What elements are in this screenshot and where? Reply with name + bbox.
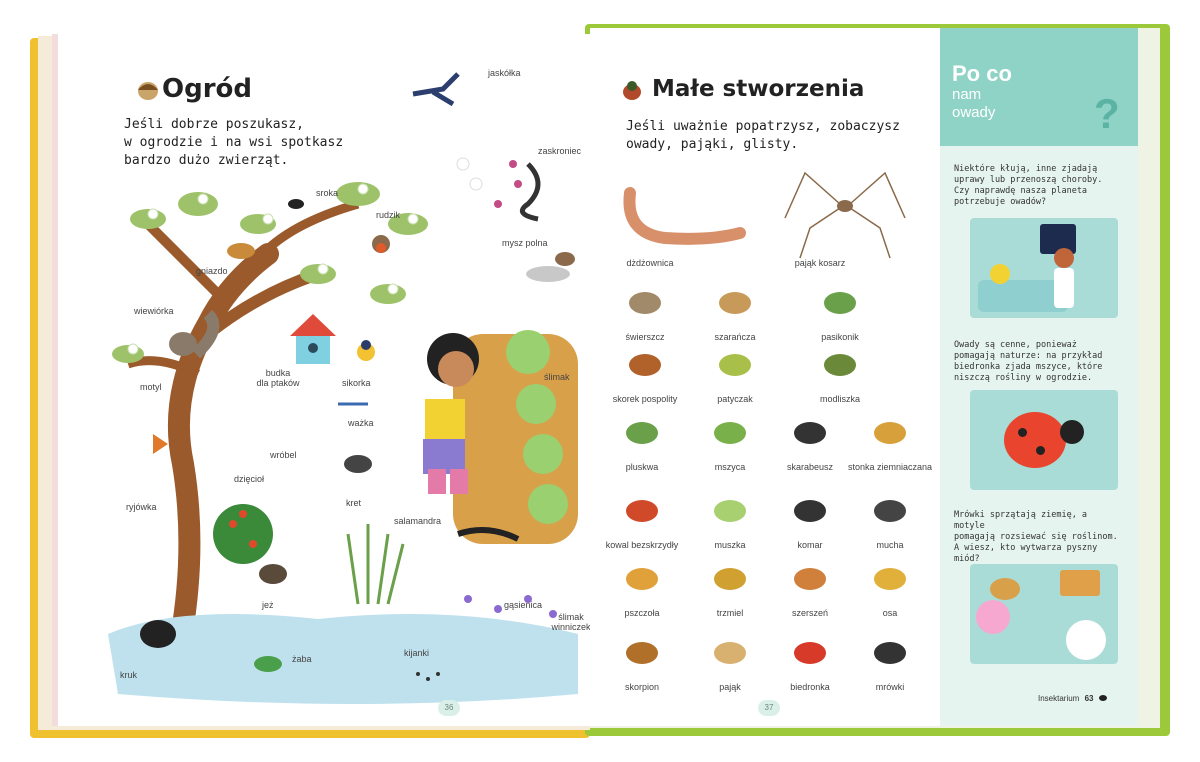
creature-label: stonka ziemniaczana bbox=[847, 462, 933, 472]
garden-tree-illustration bbox=[58, 34, 598, 714]
creature-label: pasikonik bbox=[821, 332, 859, 342]
creature-illustration bbox=[874, 642, 906, 664]
creature-illustration bbox=[626, 500, 658, 522]
panel-footer bbox=[1038, 694, 1107, 703]
creature-illustration bbox=[714, 422, 746, 444]
creature-illustration bbox=[629, 354, 661, 376]
creature-illustration bbox=[714, 642, 746, 664]
creature-label: modliszka bbox=[819, 394, 860, 404]
label-budka-dla-ptakow: budka dla ptaków bbox=[256, 368, 300, 388]
creature-label: osa bbox=[882, 608, 898, 618]
creature-illustration bbox=[794, 500, 826, 522]
creature-label: patyczak bbox=[717, 394, 753, 404]
side-panel bbox=[940, 28, 1138, 726]
creature-illustration bbox=[719, 354, 751, 376]
creature-label: szerszeń bbox=[791, 608, 828, 618]
label-kijanki: kijanki bbox=[404, 648, 430, 658]
creature-illustration bbox=[824, 354, 856, 376]
label-kret: kret bbox=[346, 498, 362, 508]
right-intro-text: Jeśli uważnie popatrzysz, zobaczysz owady, pająki, glisty. bbox=[626, 119, 900, 152]
label-slimak: ślimak bbox=[544, 372, 570, 382]
creature-illustration bbox=[629, 292, 661, 314]
creature-illustration bbox=[719, 292, 751, 314]
right-page bbox=[590, 28, 940, 726]
creature-label: pająk bbox=[719, 682, 741, 692]
label-zaskroniec: zaskroniec bbox=[538, 146, 582, 156]
creature-illustration bbox=[824, 292, 856, 314]
label-jaskolka: jaskółka bbox=[488, 68, 521, 78]
creature-label: skorpion bbox=[624, 682, 660, 692]
creature-illustration bbox=[794, 642, 826, 664]
page-number-36: 36 bbox=[438, 700, 460, 716]
label-sroka: sroka bbox=[316, 188, 339, 198]
label-salamandra: salamandra bbox=[394, 516, 442, 526]
creature-label: biedronka bbox=[790, 682, 830, 692]
label-kruk: kruk bbox=[120, 670, 138, 680]
label-wrobel: wróbel bbox=[270, 450, 297, 460]
creature-label: mucha bbox=[876, 540, 904, 550]
creature-label: pluskwa bbox=[625, 462, 659, 472]
creature-illustration bbox=[794, 568, 826, 590]
creature-illustration bbox=[874, 500, 906, 522]
creature-label: mszyca bbox=[714, 462, 746, 472]
label-ryjowka: ryjówka bbox=[126, 502, 157, 512]
side-panel-title: Po co nam owady bbox=[952, 61, 1012, 121]
panel-illustration-bedroom bbox=[970, 218, 1118, 318]
creature-label: skarabeusz bbox=[786, 462, 834, 472]
page-number-37: 37 bbox=[758, 700, 780, 716]
label-slimak-winniczek: ślimak winniczek bbox=[551, 612, 591, 632]
creature-label: mrówki bbox=[875, 682, 905, 692]
creature-label: pająk kosarz bbox=[794, 258, 846, 268]
page-title-male-stworzenia: Małe stworzenia bbox=[652, 76, 865, 102]
creature-illustration bbox=[626, 568, 658, 590]
panel-paragraph-1: Niektóre kłują, inne zjadają uprawy lub przenoszą choroby. Czy naprawdę nasza planeta potrzebuje owadów? bbox=[954, 164, 1103, 207]
bee-icon bbox=[1099, 695, 1107, 701]
label-wazka: ważka bbox=[348, 418, 374, 428]
side-panel-header bbox=[940, 28, 1138, 146]
panel-paragraph-2: Owady są cenne, ponieważ pomagają naturze: na przykład biedronka zjada mszyce, które niszczą rośliny w ogrodzie. bbox=[954, 340, 1103, 383]
creature-illustration bbox=[714, 500, 746, 522]
page-title-ogrod: Ogród bbox=[162, 74, 253, 104]
footer-page-number: 63 bbox=[1084, 694, 1094, 703]
label-gasienica: gąsienica bbox=[504, 600, 543, 610]
label-dzieciol: dzięcioł bbox=[234, 474, 265, 484]
creature-label: trzmiel bbox=[716, 608, 744, 618]
creature-illustration bbox=[714, 568, 746, 590]
panel-paragraph-3: Mrówki sprzątają ziemię, a motyle pomagają rozsiewać się roślinom. A wiesz, kto wytwarza pyszny miód? bbox=[954, 510, 1118, 564]
creature-label: komar bbox=[797, 540, 823, 550]
creature-label: szarańcza bbox=[714, 332, 756, 342]
label-mysz-polna: mysz polna bbox=[502, 238, 548, 248]
creature-illustration bbox=[874, 568, 906, 590]
creature-illustration bbox=[874, 422, 906, 444]
label-gniazdo: gniazdo bbox=[196, 266, 228, 276]
left-intro-text: Jeśli dobrze poszukasz, w ogrodzie i na wsi spotkasz bardzo dużo zwierząt. bbox=[124, 117, 344, 168]
creature-illustration bbox=[626, 642, 658, 664]
label-wiewiorka: wiewiórka bbox=[134, 306, 174, 316]
label-sikorka: sikorka bbox=[342, 378, 371, 388]
creature-label: kowal bezskrzydły bbox=[605, 540, 679, 550]
label-jez: jeż bbox=[262, 600, 274, 610]
creature-label: muszka bbox=[714, 540, 746, 550]
creature-label: skorek pospolity bbox=[612, 394, 678, 404]
creature-grid bbox=[590, 28, 940, 726]
label-motyl: motyl bbox=[140, 382, 162, 392]
creature-illustration bbox=[626, 422, 658, 444]
question-mark-icon: ? bbox=[1094, 90, 1120, 137]
creature-label: świerszcz bbox=[625, 332, 665, 342]
left-page bbox=[52, 34, 596, 726]
panel-illustration-ladybird bbox=[970, 390, 1118, 490]
creature-illustration bbox=[794, 422, 826, 444]
label-rudzik: rudzik bbox=[376, 210, 401, 220]
creature-label: pszczoła bbox=[624, 608, 660, 618]
creature-label: dżdżownica bbox=[626, 258, 674, 268]
label-zaba: żaba bbox=[292, 654, 312, 664]
panel-illustration-bee bbox=[970, 564, 1118, 664]
footer-label: Insektarium bbox=[1038, 694, 1080, 703]
